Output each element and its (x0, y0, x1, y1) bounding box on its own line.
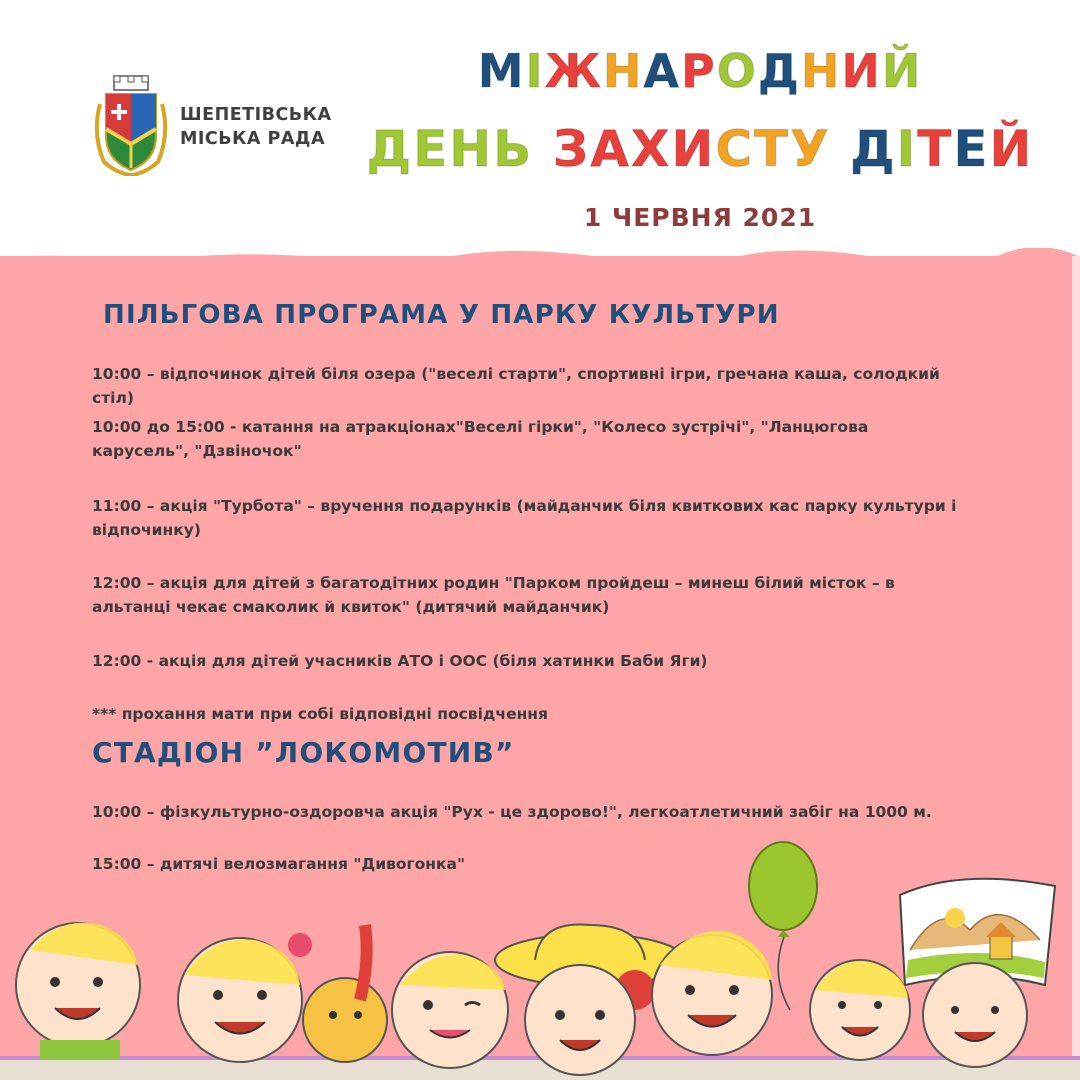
program-item: 15:00 – дитячі велозмагання "Дивогонка" (92, 855, 466, 873)
panel-brush-edge (0, 248, 1080, 264)
council-line-1: ШЕПЕТІВСЬКА (180, 105, 332, 125)
program-note: *** прохання мати при собі відповідні посвідчення (92, 705, 548, 723)
title-letter (533, 120, 552, 178)
title-letter: Н (800, 44, 842, 98)
council-name (180, 103, 332, 151)
title-letter: Д (850, 120, 897, 178)
title-letter: А (643, 44, 682, 98)
title-letter: У (790, 120, 831, 178)
title-letter: С (715, 120, 755, 178)
program-item: 11:00 – акція "Турбота" – вручення подарунків (майданчик біля квиткових кас парку культури і відпочинку) (92, 497, 957, 539)
title-letter: Х (630, 120, 672, 178)
title-letter: Е (413, 120, 450, 178)
council-line-2: МІСЬКА РАДА (180, 129, 326, 149)
title-letter: Й (881, 44, 923, 98)
event-date: 1 ЧЕРВНЯ 2021 (583, 203, 817, 232)
title-letter: Н (602, 44, 644, 98)
title-letter: Н (449, 120, 494, 178)
title-line-1 (380, 44, 1020, 98)
coat-of-arms-icon (92, 74, 170, 176)
title-letter: О (716, 44, 758, 98)
title-letter (831, 120, 850, 178)
children-illustration (0, 820, 1080, 1080)
program-item: 10:00 до 15:00 - катання на атракціонах"Веселі гірки", "Колесо зустрічі", "Ланцюгова карусель", "Дзвіночок" (92, 418, 869, 460)
title-letter: М (477, 44, 526, 98)
title-letter: И (841, 44, 882, 98)
section-heading-stadium: СТАДІОН ”ЛОКОМОТИВ” (92, 736, 515, 769)
program-item: 10:00 – відпочинок дітей біля озера ("веселі старти", спортивні ігри, гречана каша, солодкий стіл) (92, 365, 940, 407)
title-letter: Й (989, 120, 1034, 178)
title-letter: А (590, 120, 631, 178)
program-item: 10:00 – фізкультурно-оздоровча акція "Рух - це здорово!", легкоатлетичний забіг на 1000 м. (92, 803, 932, 821)
title-letter: Е (953, 120, 990, 178)
title-letter: И (671, 120, 716, 178)
title-letter: Ь (493, 120, 534, 178)
title-letter: Р (681, 44, 717, 98)
title-line-2 (360, 120, 1040, 178)
program-item: 12:00 - акція для дітей учасників АТО і ООС (біля хатинки Баби Яги) (92, 652, 708, 670)
program-item: 12:00 – акція для дітей з багатодітних родин "Парком пройдеш – минеш білий місток – в альтанці чекає смаколик й квиток" (дитячий майданчик) (92, 574, 895, 616)
section-heading-park: ПІЛЬГОВА ПРОГРАМА У ПАРКУ КУЛЬТУРИ (103, 300, 780, 330)
title-letter: Д (366, 120, 414, 178)
title-letter: І (525, 44, 545, 98)
title-letter: З (552, 120, 591, 178)
title-letter: Т (754, 120, 791, 178)
title-letter: І (896, 120, 918, 178)
title-letter: Д (757, 44, 801, 98)
title-letter: Т (917, 120, 954, 178)
title-letter: Ж (544, 44, 603, 98)
